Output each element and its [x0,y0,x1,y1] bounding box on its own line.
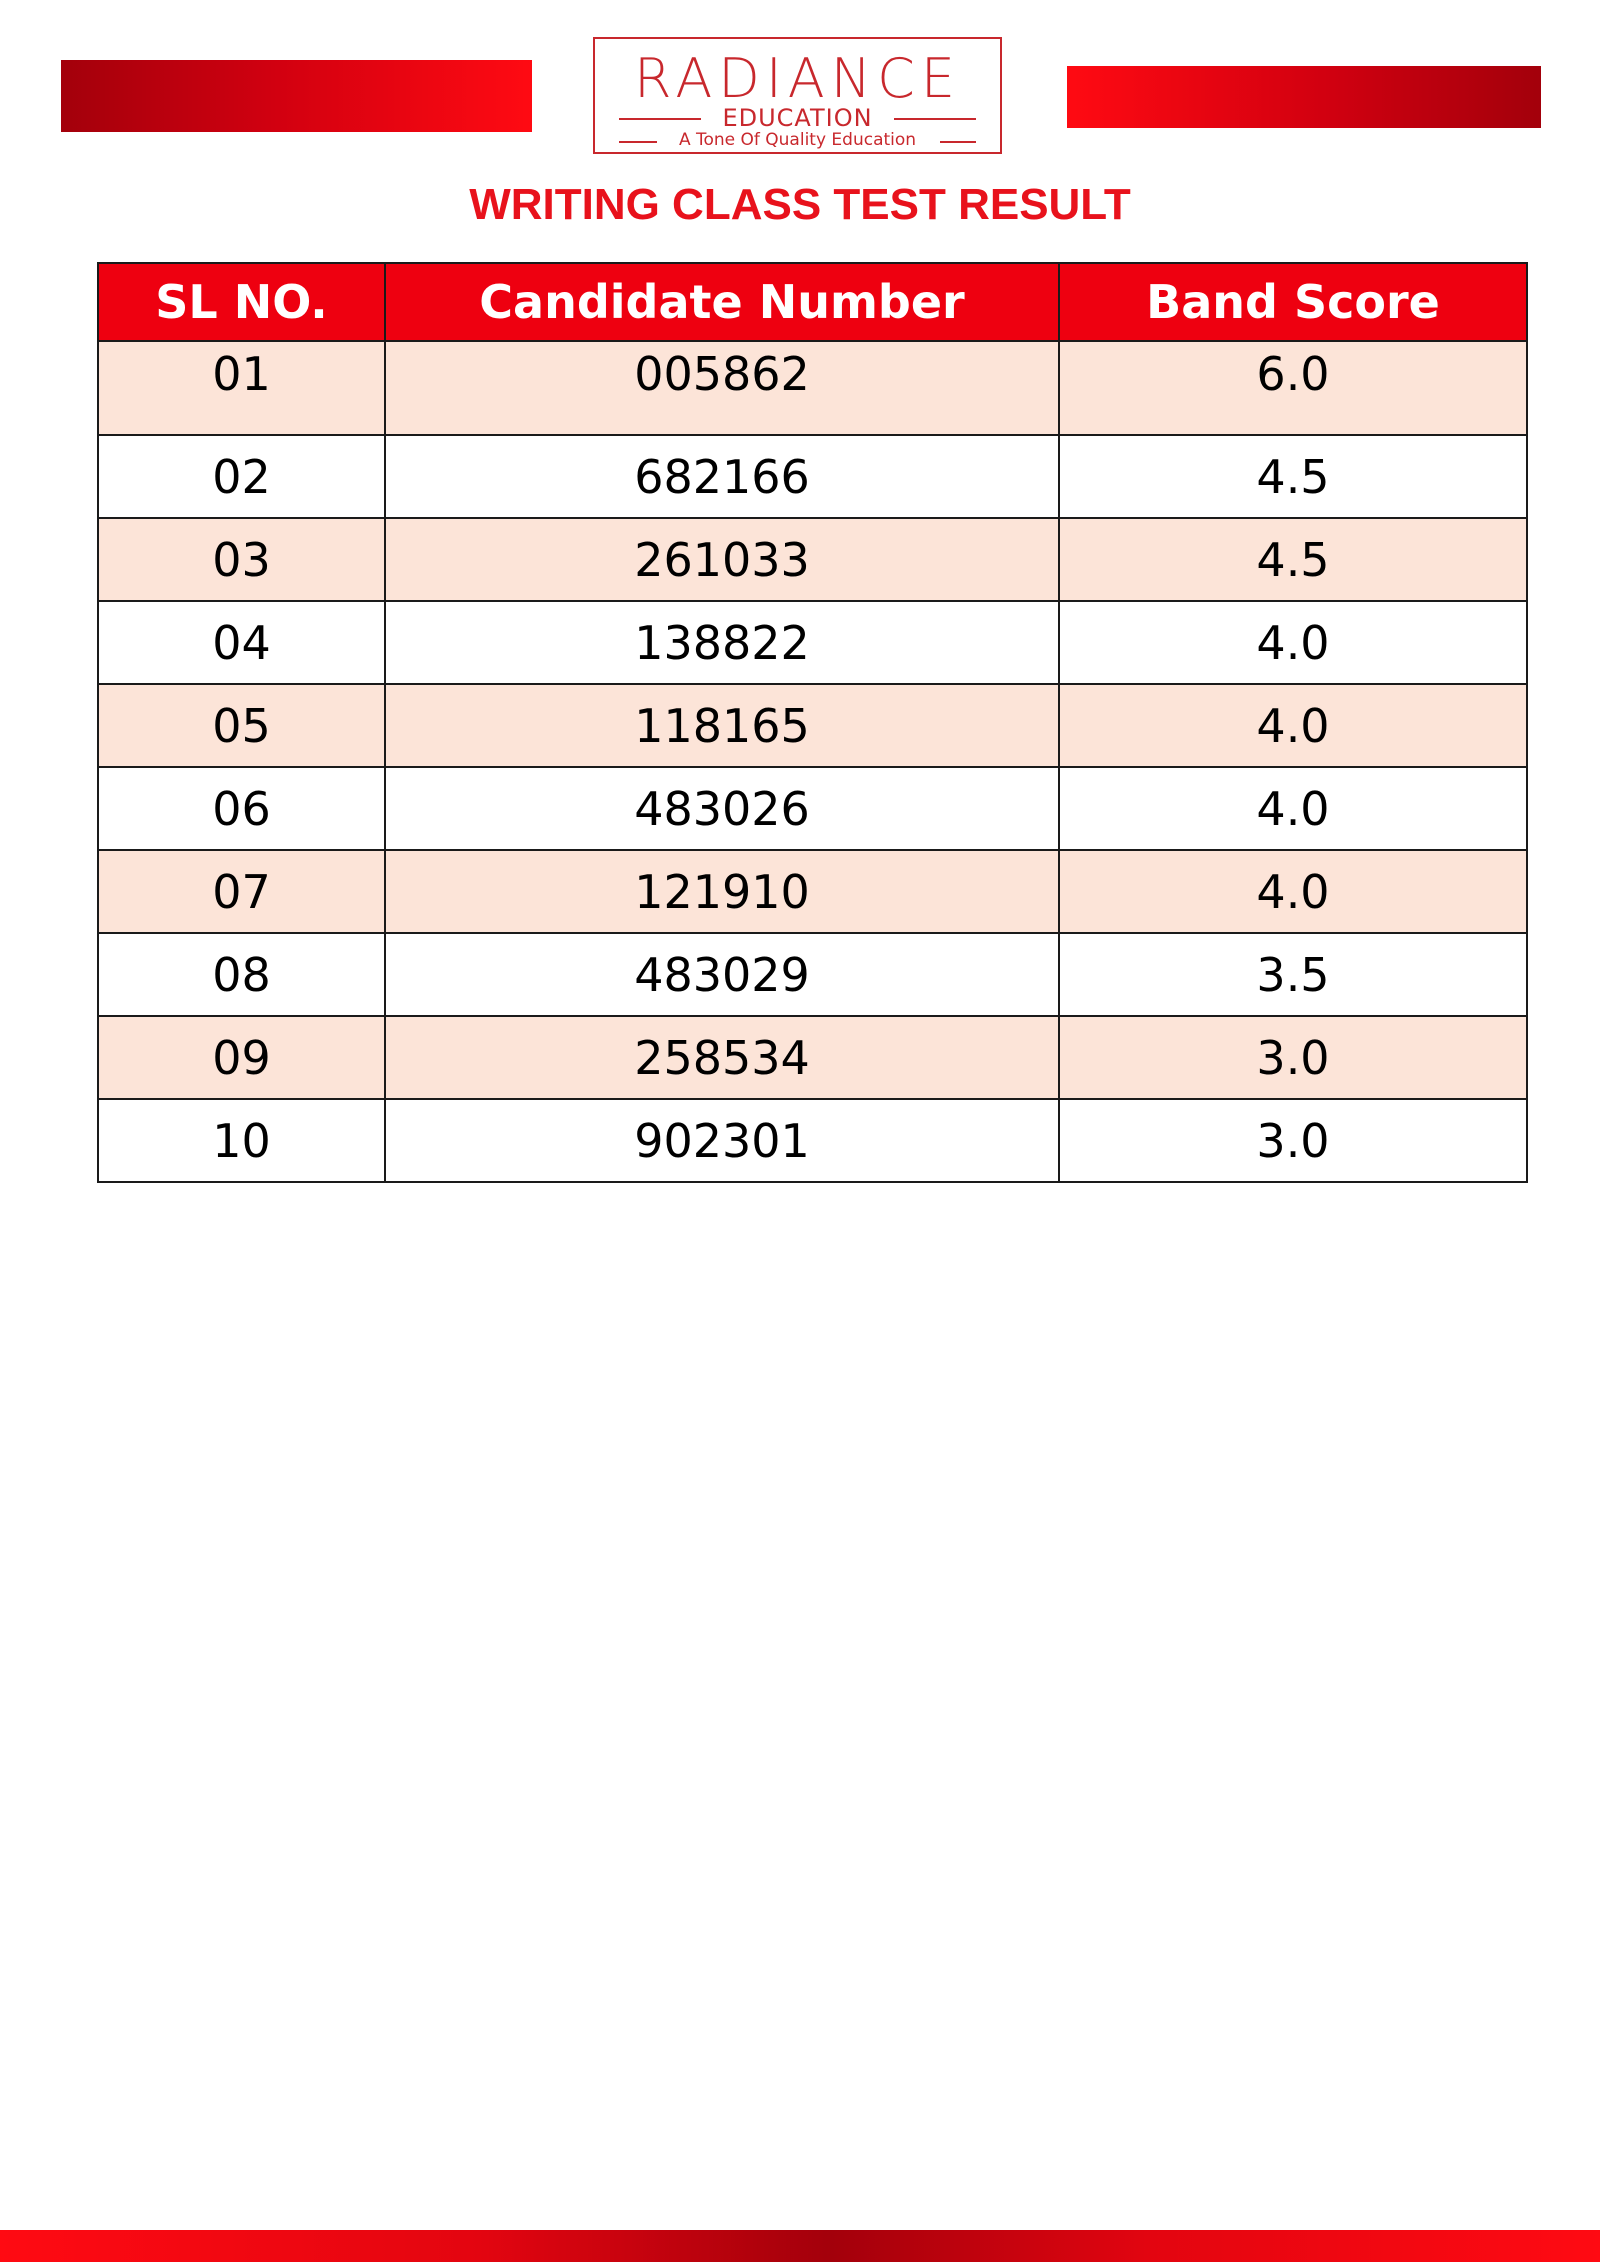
cell-candidate-number: 902301 [385,1099,1059,1182]
header-band-score: Band Score [1059,263,1527,341]
table-row [98,684,1527,767]
cell-band-score: 4.0 [1059,684,1527,767]
logo-brand: RADIANCE [634,47,961,110]
cell-sl-no: 01 [98,341,385,435]
header-banner-left [61,60,532,132]
cell-band-score: 4.5 [1059,518,1527,601]
table-row [98,1099,1527,1182]
header-candidate-number: Candidate Number [385,263,1059,341]
cell-sl-no: 02 [98,435,385,518]
cell-candidate-number: 483029 [385,933,1059,1016]
cell-band-score: 4.0 [1059,767,1527,850]
logo-tagline: A Tone Of Quality Education [678,130,917,150]
header-sl-no: SL NO. [98,263,385,341]
cell-band-score: 3.0 [1059,1016,1527,1099]
cell-candidate-number: 005862 [385,341,1059,435]
cell-candidate-number: 483026 [385,767,1059,850]
logo-subtitle: EDUCATION [722,104,873,132]
cell-band-score: 6.0 [1059,341,1527,435]
cell-candidate-number: 118165 [385,684,1059,767]
cell-sl-no: 04 [98,601,385,684]
cell-sl-no: 05 [98,684,385,767]
cell-sl-no: 03 [98,518,385,601]
table-row [98,601,1527,684]
table-row [98,518,1527,601]
cell-band-score: 4.5 [1059,435,1527,518]
table-row [98,1016,1527,1099]
radiance-logo [593,37,1002,154]
cell-candidate-number: 121910 [385,850,1059,933]
cell-sl-no: 08 [98,933,385,1016]
cell-sl-no: 06 [98,767,385,850]
cell-candidate-number: 682166 [385,435,1059,518]
cell-sl-no: 10 [98,1099,385,1182]
cell-candidate-number: 261033 [385,518,1059,601]
cell-candidate-number: 258534 [385,1016,1059,1099]
table-header-row [98,263,1527,341]
cell-band-score: 3.5 [1059,933,1527,1016]
cell-candidate-number: 138822 [385,601,1059,684]
cell-sl-no: 07 [98,850,385,933]
result-table [97,262,1528,1183]
table-row [98,435,1527,518]
page-title: WRITING CLASS TEST RESULT [469,180,1131,229]
cell-band-score: 4.0 [1059,601,1527,684]
cell-sl-no: 09 [98,1016,385,1099]
cell-band-score: 4.0 [1059,850,1527,933]
header-banner-right [1067,66,1541,128]
table-row [98,850,1527,933]
table-row [98,341,1527,435]
table-row [98,933,1527,1016]
cell-band-score: 3.0 [1059,1099,1527,1182]
footer-bar [0,2230,1600,2262]
table-row [98,767,1527,850]
